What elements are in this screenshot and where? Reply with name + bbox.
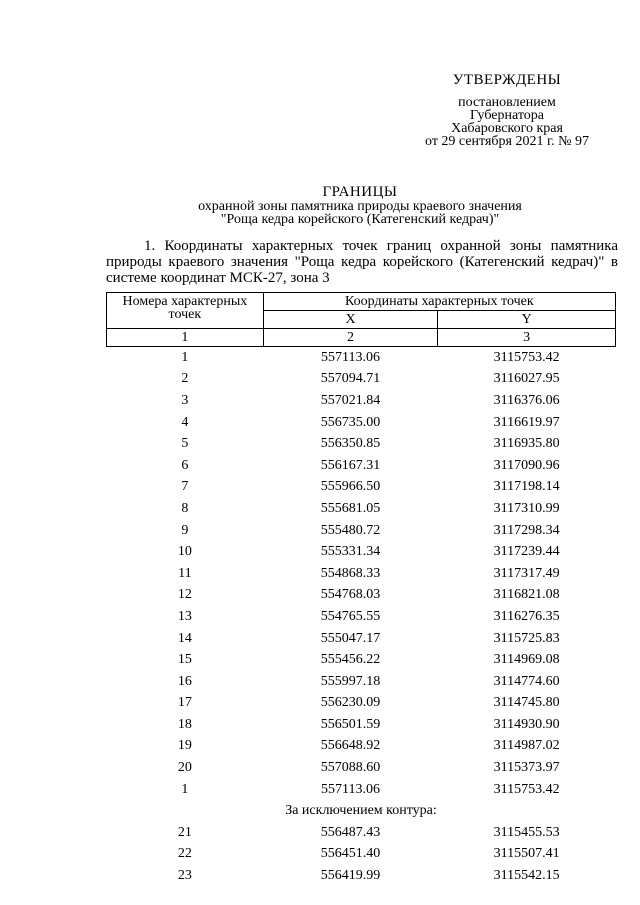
header-coordinates: Координаты характерных точек	[263, 293, 615, 311]
point-number: 4	[181, 414, 189, 430]
coord-y: 3117090.96	[493, 457, 560, 473]
coord-y: 3116821.08	[493, 587, 560, 603]
coord-x: 557113.06	[321, 781, 381, 797]
table-row	[107, 541, 616, 563]
table-row	[107, 433, 616, 455]
coord-x: 556648.92	[320, 738, 381, 754]
point-number: 20	[177, 760, 192, 776]
table-row	[107, 779, 616, 801]
point-number: 22	[177, 846, 192, 862]
table-row	[107, 585, 616, 607]
coord-y: 3114774.60	[493, 673, 560, 689]
coord-x: 557021.84	[320, 392, 381, 408]
table-row	[107, 736, 616, 758]
coord-x: 556501.59	[320, 716, 381, 732]
coord-x: 556451.40	[320, 846, 381, 862]
point-number: 17	[177, 695, 192, 711]
point-number: 1	[181, 349, 189, 365]
coord-y: 3116276.35	[493, 608, 560, 624]
coord-y: 3116376.06	[493, 392, 560, 408]
table-row	[107, 412, 616, 434]
point-number: 2	[181, 371, 189, 387]
table-row	[107, 865, 616, 887]
coordinates-table	[106, 292, 616, 887]
point-number: 14	[177, 630, 192, 646]
approval-block	[390, 72, 624, 148]
exclusion-label-row	[107, 800, 616, 822]
coord-y: 3117298.34	[493, 522, 560, 538]
coord-y: 3114930.90	[493, 716, 560, 732]
point-number: 9	[181, 522, 189, 538]
point-number: 18	[177, 716, 192, 732]
coord-y: 3115753.42	[493, 781, 560, 797]
coord-x: 555480.72	[320, 522, 381, 538]
coord-y: 3117198.14	[493, 479, 560, 495]
approval-date: от 29 сентября 2021 г. № 97	[425, 134, 589, 149]
coord-x: 556735.00	[320, 414, 381, 430]
coord-y: 3116935.80	[493, 436, 560, 452]
coord-y: 3115373.97	[493, 760, 560, 776]
coord-y: 3115542.15	[493, 868, 560, 884]
coord-y: 3117239.44	[493, 544, 560, 560]
point-number: 13	[177, 608, 192, 624]
table-row	[107, 477, 616, 499]
document-title	[100, 184, 620, 226]
table-row	[107, 347, 616, 369]
coord-x: 556167.31	[320, 457, 381, 473]
table-row	[107, 520, 616, 542]
table-row	[107, 390, 616, 412]
coord-y: 3117310.99	[493, 500, 560, 516]
point-number: 11	[178, 565, 192, 581]
header-y: Y	[438, 311, 616, 329]
coord-y: 3114987.02	[493, 738, 560, 754]
coord-y: 3117317.49	[493, 565, 560, 581]
coord-y: 3115725.83	[493, 630, 560, 646]
point-number: 15	[177, 652, 192, 668]
point-number: 21	[177, 824, 192, 840]
coord-x: 555047.17	[320, 630, 381, 646]
table-body	[107, 347, 616, 887]
title-line-1: ГРАНИЦЫ	[322, 184, 398, 200]
table-row	[107, 822, 616, 844]
intro-paragraph: 1. Координаты характерных точек границ охранной зоны памятника природы краевого значения "Роща кедра корейского (Категенский кедрач)" в системе координат МСК-27, зона 3	[106, 238, 618, 286]
table-row	[107, 714, 616, 736]
table-row	[107, 628, 616, 650]
approval-line-1: постановлением	[458, 95, 556, 110]
coord-x: 557094.71	[320, 371, 381, 387]
point-number: 6	[181, 457, 189, 473]
coord-x: 556487.43	[320, 824, 381, 840]
table-row	[107, 671, 616, 693]
header-point-numbers: Номера характерных точек	[107, 293, 264, 329]
header-col-1-number: 1	[107, 329, 264, 347]
coord-y: 3116027.95	[493, 371, 560, 387]
header-x: X	[263, 311, 438, 329]
coord-y: 3114969.08	[493, 652, 560, 668]
coord-x: 556350.85	[320, 436, 381, 452]
table-row	[107, 369, 616, 391]
approval-line-3: Хабаровского края	[451, 121, 563, 136]
table-row	[107, 649, 616, 671]
point-number: 5	[181, 436, 189, 452]
title-line-2: охранной зоны памятника природы краевого значения	[198, 199, 522, 214]
point-number: 16	[177, 673, 192, 689]
point-number: 7	[181, 479, 189, 495]
coord-y: 3115507.41	[493, 846, 560, 862]
coord-x: 554868.33	[320, 565, 381, 581]
coord-x: 556419.99	[320, 868, 381, 884]
title-line-3: "Роща кедра корейского (Категенский кедрач)"	[220, 212, 500, 227]
table-row	[107, 455, 616, 477]
header-col-2-number: 2	[263, 329, 438, 347]
point-number: 1	[181, 781, 189, 797]
point-number: 19	[177, 738, 192, 754]
table-row	[107, 757, 616, 779]
point-number: 12	[177, 587, 192, 603]
coord-y: 3114745.80	[493, 695, 560, 711]
point-number: 10	[177, 544, 192, 560]
coord-x: 557113.06	[321, 349, 381, 365]
approval-heading: УТВЕРЖДЕНЫ	[452, 72, 562, 88]
coord-y: 3115753.42	[493, 349, 560, 365]
coord-x: 555681.05	[320, 500, 381, 516]
point-number: 3	[181, 392, 189, 408]
point-number: 8	[181, 500, 189, 516]
coord-x: 555966.50	[320, 479, 381, 495]
table-row	[107, 563, 616, 585]
coord-x: 554768.03	[320, 587, 381, 603]
table-row	[107, 844, 616, 866]
approval-line-2: Губернатора	[469, 108, 545, 123]
coord-x: 555331.34	[320, 544, 381, 560]
table-row	[107, 498, 616, 520]
exclusion-label: За исключением контура:	[285, 803, 437, 819]
coord-y: 3116619.97	[493, 414, 560, 430]
coord-x: 557088.60	[320, 760, 381, 776]
point-number: 23	[177, 868, 192, 884]
coord-y: 3115455.53	[493, 824, 560, 840]
coord-x: 554765.55	[320, 608, 381, 624]
table-row	[107, 693, 616, 715]
table-row	[107, 606, 616, 628]
coord-x: 555456.22	[320, 652, 381, 668]
coord-x: 555997.18	[320, 673, 381, 689]
header-col-3-number: 3	[438, 329, 616, 347]
coord-x: 556230.09	[320, 695, 381, 711]
